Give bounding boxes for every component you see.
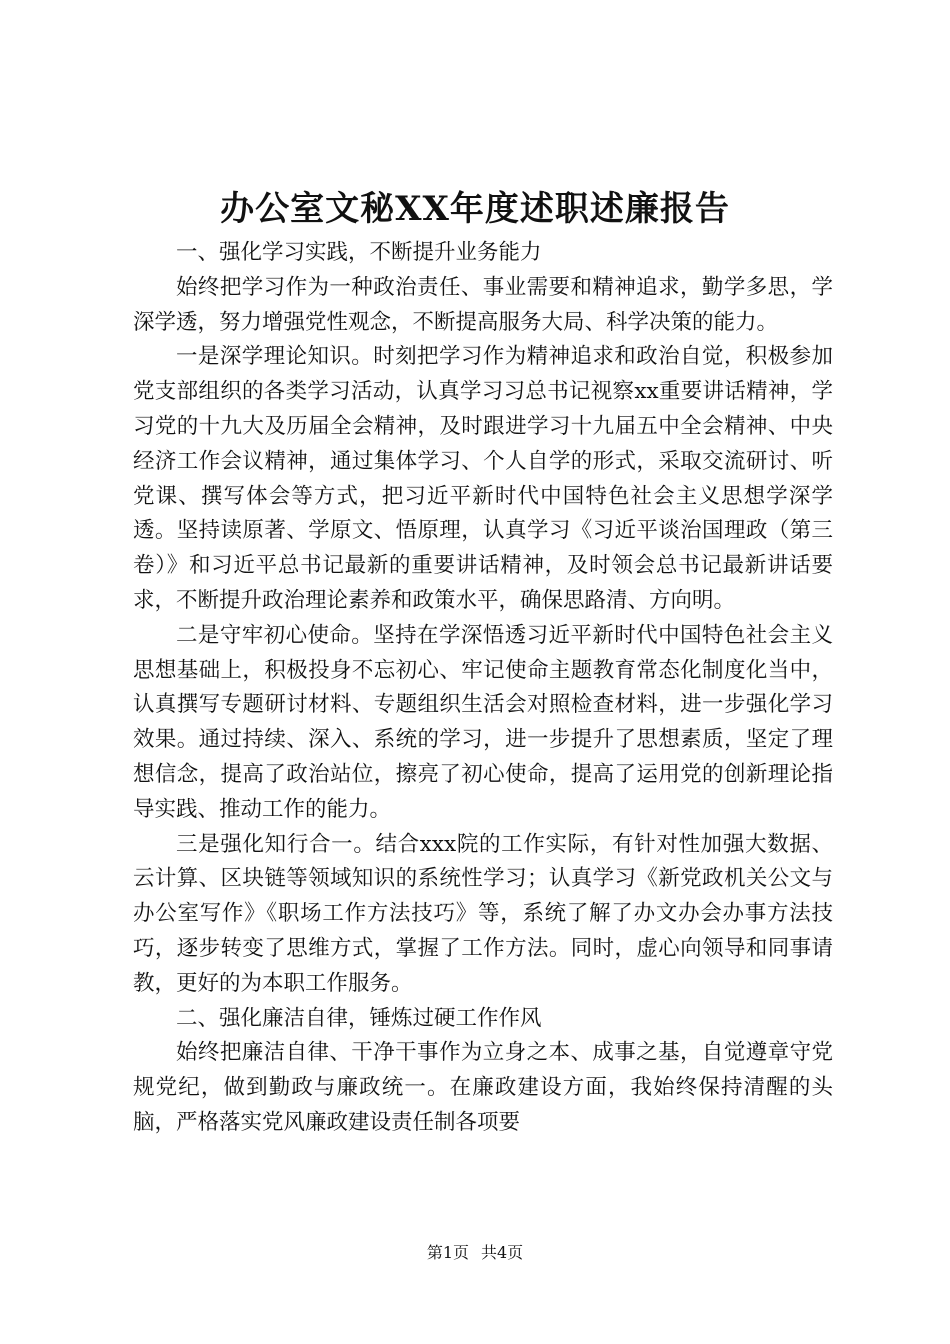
page-total: 共4页 <box>481 1243 524 1262</box>
paragraph: 始终把学习作为一种政治责任、事业需要和精神追求，勤学多思，学深学透，努力增强党性观念，不断提高服务大局、科学决策的能力。 <box>133 274 833 335</box>
page-footer <box>0 1240 950 1263</box>
paragraph: 始终把廉洁自律、干净干事作为立身之本、成事之基，自觉遵章守党规党纪，做到勤政与廉政统一。在廉政建设方面，我始终保持清醒的头脑，严格落实党风廉政建设责任制各项要 <box>133 1040 833 1135</box>
document-title: 办公室文秘XX年度述职述廉报告 <box>220 189 730 229</box>
document-body <box>133 236 833 1141</box>
page-number: 第1页 <box>426 1243 469 1262</box>
section-heading-2: 二、强化廉洁自律，锤炼过硬工作作风 <box>176 1005 542 1031</box>
paragraph: 一是深学理论知识。时刻把学习作为精神追求和政治自觉，积极参加党支部组织的各类学习活动，认真学习习总书记视察xx重要讲话精神，学习党的十九大及历届全会精神，及时跟进学习十九届五中全会精神、中央经济工作会议精神，通过集体学习、个人自学的形式，采取交流研讨、听党课、撰写体会等方式，把习近平新时代中国特色社会主义思想学深学透。坚持读原著、学原文、悟原理，认真学习《习近平谈治国理政（第三卷）》和习近平总书记最新的重要讲话精神，及时领会总书记最新讲话要求，不断提升政治理论素养和政策水平，确保思路清、方向明。 <box>133 344 833 613</box>
section-heading-1: 一、强化学习实践，不断提升业务能力 <box>176 240 542 265</box>
paragraph: 三是强化知行合一。结合xxx院的工作实际，有针对性加强大数据、云计算、区块链等领域知识的系统性学习；认真学习《新党政机关公文与办公室写作》《职场工作方法技巧》等，系统了解了办文办会办事方法技巧，逐步转变了思维方式，掌握了工作方法。同时，虚心向领导和同事请教，更好的为本职工作服务。 <box>133 831 833 996</box>
paragraph: 二是守牢初心使命。坚持在学深悟透习近平新时代中国特色社会主义思想基础上，积极投身不忘初心、牢记使命主题教育常态化制度化当中，认真撰写专题研讨材料、专题组织生活会对照检查材料，进一步强化学习效果。通过持续、深入、系统的学习，进一步提升了思想素质，坚定了理想信念，提高了政治站位，擦亮了初心使命，提高了运用党的创新理论指导实践、推动工作的能力。 <box>133 622 833 822</box>
